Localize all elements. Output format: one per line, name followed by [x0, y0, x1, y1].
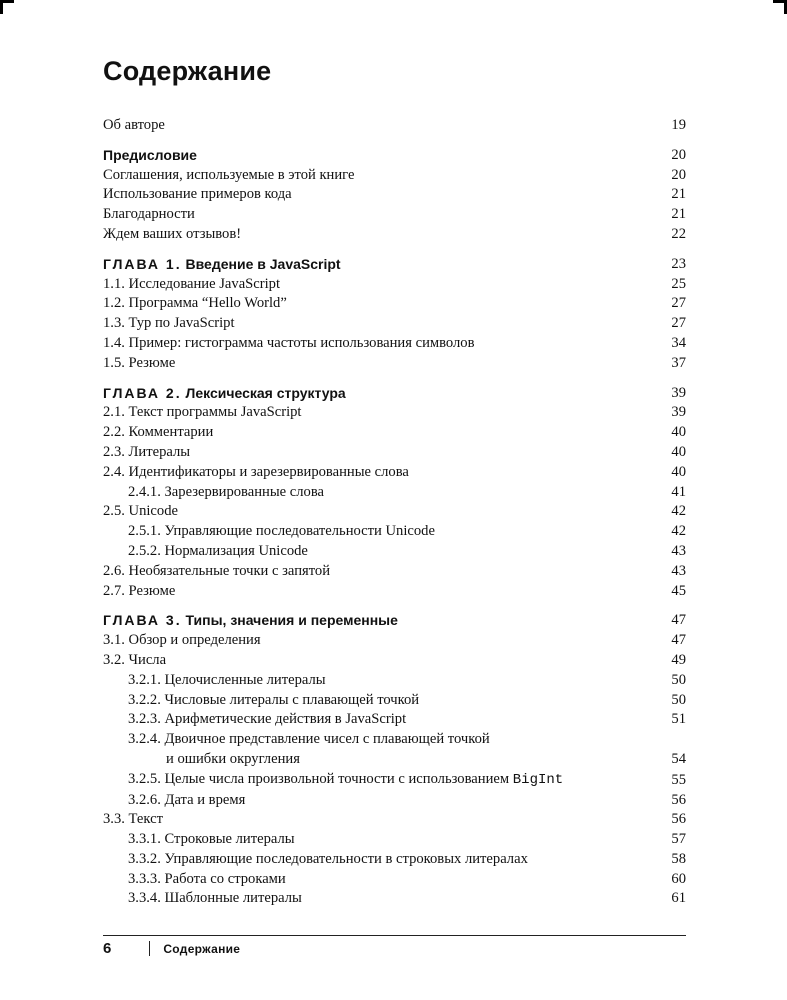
chapter-label: ГЛАВА 2.	[103, 384, 182, 401]
toc-entry-page: 39	[671, 384, 686, 401]
toc-entry-page: 22	[671, 225, 686, 242]
toc-entry-page: 45	[671, 582, 686, 599]
toc-entry-title: 2.5. Unicode	[103, 503, 178, 520]
toc-subentry[interactable]	[103, 710, 686, 730]
toc-heading-preface[interactable]	[103, 146, 686, 166]
toc-entry-page: 49	[671, 651, 686, 668]
toc-subentry[interactable]	[103, 522, 686, 542]
toc-entry-page: 20	[671, 146, 686, 163]
toc-entry-title: 3.3.4. Шаблонные литералы	[128, 890, 302, 907]
toc-entry-title: 3.2.1. Целочисленные литералы	[128, 671, 326, 688]
toc-entry-page: 39	[671, 404, 686, 421]
footer-separator	[149, 941, 150, 956]
toc-entry-page: 25	[671, 275, 686, 292]
toc-entry-page: 50	[671, 671, 686, 688]
toc-entry[interactable]	[103, 205, 686, 225]
toc-subentry[interactable]	[103, 870, 686, 890]
toc-entry-page: 21	[671, 186, 686, 203]
toc-subentry[interactable]	[103, 671, 686, 691]
toc-entry[interactable]	[103, 314, 686, 334]
toc-heading-chapter-2[interactable]	[103, 384, 686, 404]
toc-entry-title: 2.5.2. Нормализация Unicode	[128, 542, 308, 559]
toc-entry-title-line2: и ошибки округления	[166, 750, 300, 767]
toc-entry[interactable]	[103, 651, 686, 671]
toc-entry-title: 2.2. Комментарии	[103, 424, 214, 441]
toc-entry-title: 2.4. Идентификаторы и зарезервированные слова	[103, 463, 409, 480]
toc-entry-page: 21	[671, 206, 686, 223]
toc-subentry[interactable]	[103, 889, 686, 909]
toc-entry-page: 40	[671, 424, 686, 441]
chapter-title: Лексическая структура	[185, 384, 346, 401]
toc-entry-page: 27	[671, 315, 686, 332]
toc-entry-title: Благодарности	[103, 206, 195, 223]
toc-entry-title: 2.1. Текст программы JavaScript	[103, 404, 302, 421]
toc-entry[interactable]	[103, 443, 686, 463]
toc-entry-page: 60	[671, 870, 686, 887]
toc-entry-title: 3.1. Обзор и определения	[103, 632, 261, 649]
toc-entry-page: 54	[671, 750, 686, 767]
toc-heading-title	[103, 611, 656, 631]
page-title: Содержание	[103, 56, 272, 86]
toc-entry[interactable]	[103, 423, 686, 443]
running-footer-title: Содержание	[163, 941, 241, 956]
toc-subentry[interactable]	[103, 791, 686, 811]
toc-heading-title: Предисловие	[103, 146, 197, 163]
toc-entry[interactable]	[103, 354, 686, 374]
toc-entry-title: 3.3.2. Управляющие последовательности в строковых литералах	[128, 850, 528, 867]
toc-subentry[interactable]	[103, 770, 686, 791]
toc-entry[interactable]	[103, 562, 686, 582]
toc-entry[interactable]	[103, 810, 686, 830]
chapter-title: Введение в JavaScript	[185, 255, 341, 272]
toc-entry-page: 55	[671, 771, 686, 788]
page-number: 6	[103, 940, 112, 957]
toc-entry-title-text: 3.2.5. Целые числа произвольной точности с использованием	[128, 770, 510, 787]
toc-subentry[interactable]	[103, 542, 686, 562]
toc-entry[interactable]	[103, 225, 686, 245]
toc-entry-title: 3.2.6. Дата и время	[128, 791, 246, 808]
toc-entry-page: 56	[671, 811, 686, 828]
toc-entry-title: 3.3.3. Работа со строками	[128, 870, 286, 887]
crop-mark-top-left-vertical	[0, 0, 3, 14]
toc-entry-page: 43	[671, 542, 686, 559]
toc-entry-page: 58	[671, 850, 686, 867]
toc-entry-page: 43	[671, 562, 686, 579]
toc-entry[interactable]	[103, 334, 686, 354]
toc-entry-title: Об авторе	[103, 117, 165, 133]
toc-entry[interactable]	[103, 502, 686, 522]
toc-entry-title: 3.2.3. Арифметические действия в JavaScript	[128, 711, 407, 728]
toc-entry-page: 27	[671, 295, 686, 312]
toc-subentry[interactable]	[103, 483, 686, 503]
toc-entry-page: 19	[671, 117, 686, 133]
toc-entry-page: 50	[671, 691, 686, 708]
toc-heading-title	[103, 255, 656, 275]
toc-entry-title: 2.3. Литералы	[103, 443, 191, 460]
toc-entry-page: 41	[671, 483, 686, 500]
toc-entry-title: 2.4.1. Зарезервированные слова	[128, 483, 325, 500]
toc-heading-chapter-3[interactable]	[103, 611, 686, 631]
toc-entry-page: 51	[671, 711, 686, 728]
toc-entry-page: 23	[671, 255, 686, 272]
toc-entry-title: Соглашения, используемые в этой книге	[103, 166, 355, 183]
toc-entry-title: Использование примеров кода	[103, 186, 292, 203]
toc-entry-title: 3.2. Числа	[103, 651, 167, 668]
toc-subentry[interactable]	[103, 691, 686, 711]
toc-entry-page: 37	[671, 354, 686, 371]
toc-heading-chapter-1[interactable]	[103, 255, 686, 275]
code-term: BigInt	[512, 771, 564, 788]
toc-entry-page: 47	[671, 612, 686, 629]
chapter-label: ГЛАВА 1.	[103, 255, 182, 272]
table-of-contents	[103, 116, 686, 909]
toc-entry-title: 1.3. Тур по JavaScript	[103, 315, 235, 332]
toc-entry-page: 47	[671, 632, 686, 649]
toc-entry-title: 2.5.1. Управляющие последовательности Unicode	[128, 523, 435, 540]
toc-entry-title	[103, 770, 656, 791]
toc-entry-title: 1.1. Исследование JavaScript	[103, 275, 281, 292]
toc-entry-page: 61	[671, 890, 686, 907]
toc-entry-title: 1.4. Пример: гистограмма частоты использования символов	[103, 334, 475, 351]
toc-entry[interactable]	[103, 166, 686, 186]
toc-entry-page: 42	[671, 503, 686, 520]
toc-entry[interactable]	[103, 403, 686, 423]
toc-entry-title-line1: 3.2.4. Двоичное представление чисел с плавающей точкой	[128, 731, 490, 748]
toc-entry-title: 3.2.2. Числовые литералы с плавающей точкой	[128, 691, 420, 708]
toc-entry-about-author[interactable]	[103, 116, 686, 136]
toc-entry[interactable]	[103, 463, 686, 483]
footer-divider	[103, 935, 686, 936]
toc-entry-page: 40	[671, 463, 686, 480]
toc-entry-page: 20	[671, 166, 686, 183]
page-footer	[103, 940, 240, 957]
toc-subentry[interactable]	[103, 730, 686, 770]
toc-entry[interactable]	[103, 275, 686, 295]
toc-subentry[interactable]	[103, 850, 686, 870]
chapter-title: Типы, значения и переменные	[185, 612, 398, 629]
toc-entry-title: 1.2. Программа “Hello World”	[103, 295, 287, 312]
toc-entry-page: 34	[671, 334, 686, 351]
toc-entry-title: 1.5. Резюме	[103, 354, 176, 371]
toc-entry[interactable]	[103, 294, 686, 314]
toc-entry[interactable]	[103, 185, 686, 205]
toc-entry-title: 2.7. Резюме	[103, 582, 176, 599]
toc-heading-title	[103, 384, 656, 404]
toc-entry[interactable]	[103, 582, 686, 602]
toc-entry-page: 57	[671, 831, 686, 848]
toc-entry-title: 3.3. Текст	[103, 811, 163, 828]
toc-entry[interactable]	[103, 631, 686, 651]
toc-subentry[interactable]	[103, 830, 686, 850]
toc-entry-title: Ждем ваших отзывов!	[103, 225, 242, 242]
toc-entry-page: 56	[671, 791, 686, 808]
toc-entry-page: 42	[671, 523, 686, 540]
toc-entry-title	[103, 730, 656, 770]
chapter-label: ГЛАВА 3.	[103, 612, 182, 629]
toc-entry-page: 40	[671, 443, 686, 460]
toc-entry-title: 3.3.1. Строковые литералы	[128, 831, 295, 848]
toc-entry-title: 2.6. Необязательные точки с запятой	[103, 562, 331, 579]
